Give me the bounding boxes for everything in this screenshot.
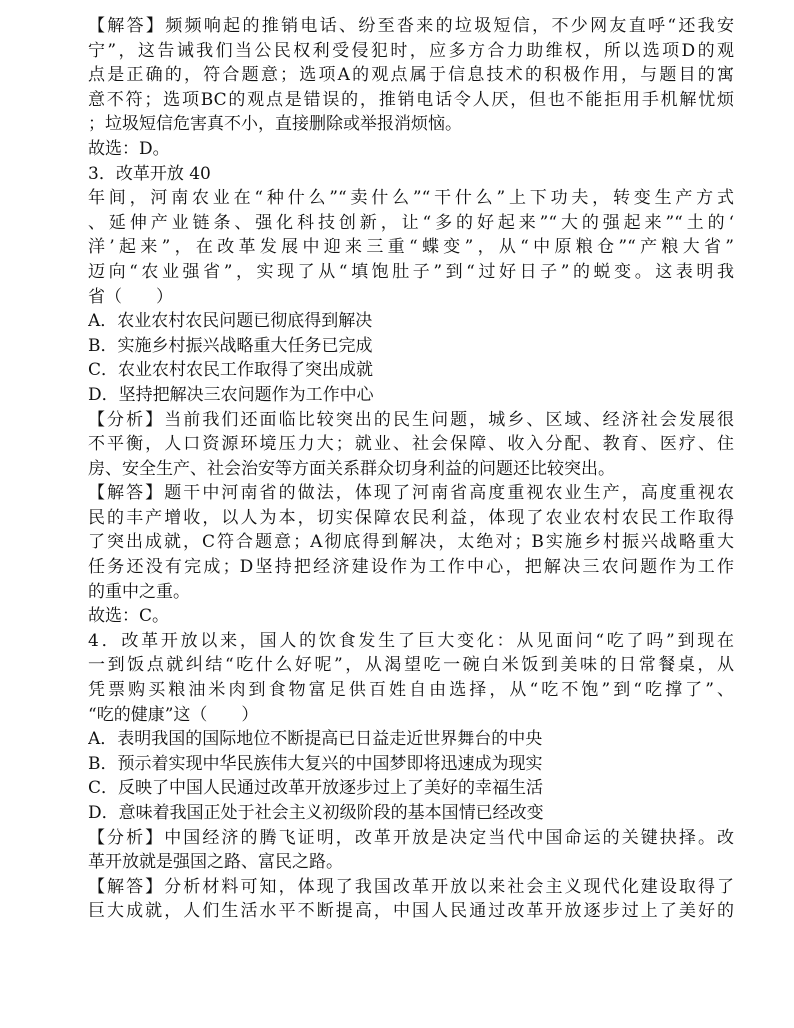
text-line: 迈向“农业强省”，实现了从“填饱肚子”到“过好日子”的蜕变。这表明我 bbox=[88, 261, 734, 282]
text-line: “吃的健康”这（ ） bbox=[88, 704, 259, 725]
text-line: C．农业农村农民工作取得了突出成就 bbox=[88, 360, 374, 381]
text-line: 民的丰产增收，以人为本，切实保障农民利益，体现了农业农村农民工作取得 bbox=[88, 507, 734, 528]
text-line: B．预示着实现中华民族伟大复兴的中国梦即将迅速成为现实 bbox=[88, 753, 543, 774]
text-line: 【分析】当前我们还面临比较突出的民生问题，城乡、区域、经济社会发展很 bbox=[88, 409, 734, 430]
text-line: 4．改革开放以来，国人的饮食发生了巨大变化：从见面问“吃了吗”到现在 bbox=[88, 630, 734, 651]
text-line: B．实施乡村振兴战略重大任务已完成 bbox=[88, 335, 373, 356]
text-line: 一到饭点就纠结“吃什么好呢”，从渴望吃一碗白米饭到美味的日常餐桌，从 bbox=[88, 655, 734, 676]
text-line: 省（ ） bbox=[88, 286, 173, 307]
text-line: 故选：C。 bbox=[88, 606, 170, 627]
text-line: C．反映了中国人民通过改革开放逐步过上了美好的幸福生活 bbox=[88, 778, 544, 799]
text-line: 【解答】分析材料可知，体现了我国改革开放以来社会主义现代化建设取得了 bbox=[88, 876, 734, 897]
text-line: 革开放就是强国之路、富民之路。 bbox=[88, 852, 343, 873]
text-line: 意不符；选项BC的观点是错误的，推销电话令人厌，但也不能拒用手机解忧烦 bbox=[88, 89, 734, 110]
text-line: 了突出成就，C符合题意；A彻底得到解决，太绝对；B实施乡村振兴战略重大 bbox=[88, 532, 734, 553]
text-line: 凭票购买粮油米肉到食物富足供百姓自由选择，从“吃不饱”到“吃撑了”、 bbox=[88, 680, 734, 701]
text-line: 点是正确的，符合题意；选项A的观点属于信息技术的积极作用，与题目的寓 bbox=[88, 65, 734, 86]
document-page bbox=[88, 14, 734, 924]
text-line: 洋’起来”，在改革发展中迎来三重“蝶变”，从“中原粮仓”“产粮大省” bbox=[88, 237, 734, 258]
text-line: A．表明我国的国际地位不断提高已日益走近世界舞台的中央 bbox=[88, 729, 543, 750]
text-line: 宁”，这告诫我们当公民权利受侵犯时，应多方合力助维权，所以选项D的观 bbox=[88, 40, 734, 61]
text-line: 房、安全生产、社会治安等方面关系群众切身利益的问题还比较突出。 bbox=[88, 458, 615, 479]
text-line: 【解答】题干中河南省的做法，体现了河南省高度重视农业生产，高度重视农 bbox=[88, 483, 734, 504]
text-line: 任务还没有完成；D坚持把经济建设作为工作中心，把解决三农问题作为工作 bbox=[88, 557, 734, 578]
text-line: D．意味着我国正处于社会主义初级阶段的基本国情已经改变 bbox=[88, 803, 544, 823]
text-line: 的重中之重。 bbox=[88, 581, 190, 602]
text-line: 3．改革开放 40 bbox=[88, 163, 211, 184]
text-line: ；垃圾短信危害真不小，直接删除或举报消烦恼。 bbox=[88, 114, 462, 135]
text-line: 年间，河南农业在“种什么”“卖什么”“干什么”上下功夫，转变生产方式 bbox=[88, 188, 734, 209]
text-line: 巨大成就，人们生活水平不断提高，中国人民通过改革开放逐步过上了美好的 bbox=[88, 901, 734, 922]
text-line: 不平衡，人口资源环境压力大；就业、社会保障、收入分配、教育、医疗、住 bbox=[88, 434, 734, 455]
text-line: A．农业农村农民问题已彻底得到解决 bbox=[88, 311, 373, 332]
text-line: 、延伸产业链条、强化科技创新，让“多的好起来”“大的强起来”“土的‘ bbox=[88, 212, 734, 233]
text-line: 【分析】中国经济的腾飞证明，改革开放是决定当代中国命运的关键抉择。改 bbox=[88, 827, 734, 848]
text-line: D．坚持把解决三农问题作为工作中心 bbox=[88, 384, 374, 405]
text-line: 【解答】频频响起的推销电话、纷至沓来的垃圾短信，不少网友直呼“还我安 bbox=[88, 16, 734, 36]
text-line: 故选：D。 bbox=[88, 138, 170, 159]
